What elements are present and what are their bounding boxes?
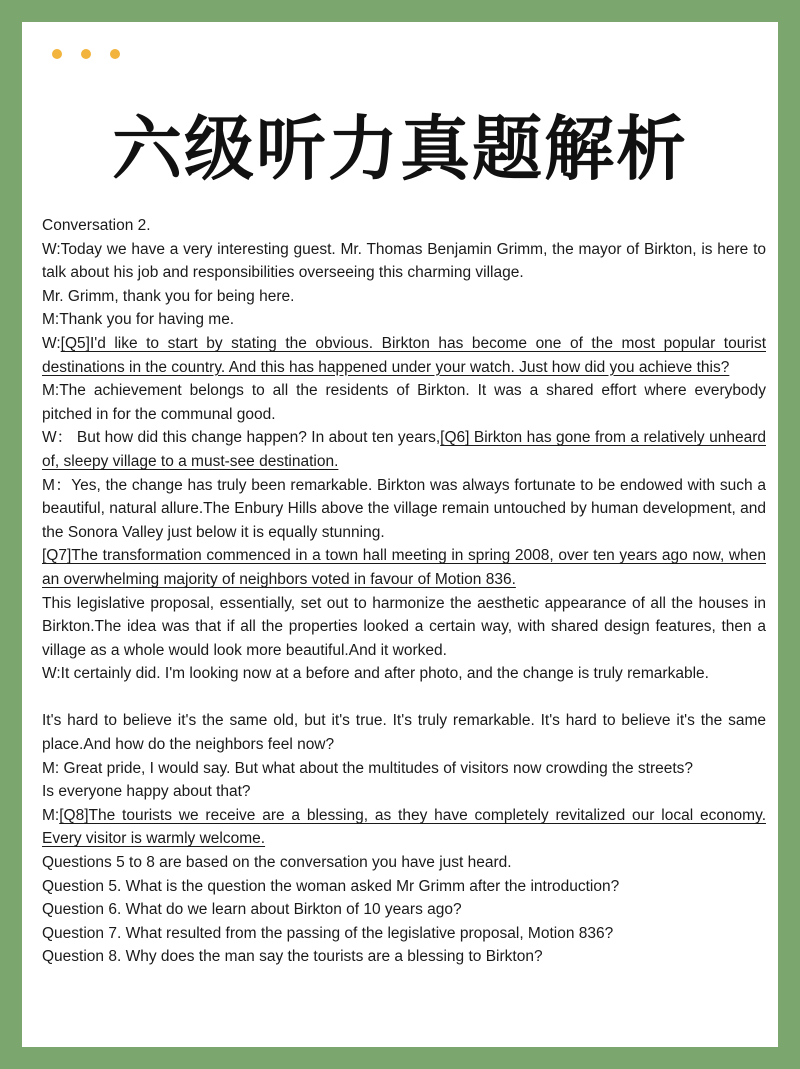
transcript-text: M: Great pride, I would say. But what about the multitudes of visitors now crowding the streets?: [42, 759, 694, 777]
transcript-body: [42, 214, 766, 969]
transcript-text: Question 6. What do we learn about Birkton of 10 years ago?: [42, 901, 462, 919]
transcript-text: W： But how did this change happen? In about ten years,: [42, 429, 441, 447]
transcript-text: Questions 5 to 8 are based on the conversation you have just heard.: [42, 854, 512, 872]
transcript-paragraph: [42, 662, 766, 686]
transcript-paragraph: [42, 780, 766, 804]
transcript-text: W:: [42, 334, 61, 352]
transcript-paragraph: [42, 285, 766, 309]
transcript-paragraph: [42, 379, 766, 426]
page-title: 六级听力真题解析: [112, 108, 688, 190]
transcript-text: M:The achievement belongs to all the residents of Birkton. It was a shared effort where everybody pitched in for the communal good.: [42, 382, 766, 423]
transcript-text: Question 5. What is the question the woman asked Mr Grimm after the introduction?: [42, 877, 620, 895]
transcript-paragraph: [42, 709, 766, 756]
paragraph-gap: [42, 686, 766, 710]
transcript-text: It's hard to believe it's the same old, but it's true. It's truly remarkable. It's hard to believe it's the same place.And how do the neighbors feel now?: [42, 712, 766, 754]
transcript-text: Question 7. What resulted from the passing of the legislative proposal, Motion 836?: [42, 924, 614, 942]
decorative-dots: [52, 44, 139, 63]
transcript-paragraph: [42, 898, 766, 922]
transcript-paragraph: [42, 851, 766, 875]
transcript-text: W:It certainly did. I'm looking now at a before and after photo, and the change is truly remarkable.: [42, 665, 709, 683]
transcript-text: M:: [42, 806, 60, 824]
underlined-answer-text: [Q6] Birkton has gone from a relatively unheard of, sleepy village to a must-see destination.: [42, 429, 766, 470]
dot-icon: [81, 49, 91, 59]
transcript-text: M：Yes, the change has truly been remarkable. Birkton was always fortunate to be endowed with such a beautiful, natural allure.The Enbury Hills above the village remain untouched by human development, and the Sonora Valley just below it is equally stunning.: [42, 476, 766, 541]
document-card: [22, 22, 778, 1047]
dot-icon: [110, 49, 120, 59]
transcript-paragraph: [42, 592, 766, 663]
transcript-paragraph: [42, 426, 766, 473]
transcript-text: This legislative proposal, essentially, set out to harmonize the aesthetic appearance of all the houses in Birkton.The idea was that if all the properties looked a certain way, with shared design features, then a village as a whole would look more beautiful.And it worked.: [42, 594, 766, 659]
transcript-text: Is everyone happy about that?: [42, 783, 251, 801]
transcript-paragraph: [42, 214, 766, 238]
transcript-paragraph: [42, 332, 766, 379]
transcript-paragraph: [42, 922, 766, 946]
transcript-paragraph: [42, 238, 766, 285]
underlined-answer-text: [Q7]The transformation commenced in a town hall meeting in spring 2008, over ten years ago now, when an overwhelming majority of neighbors voted in favour of Motion 836.: [42, 547, 766, 588]
transcript-paragraph: [42, 544, 766, 591]
underlined-answer-text: [Q5]I'd like to start by stating the obvious. Birkton has become one of the most popular tourist destinations in the country. And this has happened under your watch. Just how did you achieve this?: [42, 334, 766, 376]
transcript-text: Question 8. Why does the man say the tourists are a blessing to Birkton?: [42, 948, 543, 966]
transcript-text: Mr. Grimm, thank you for being here.: [42, 287, 295, 305]
dot-icon: [52, 49, 62, 59]
transcript-paragraph: [42, 875, 766, 899]
underlined-answer-text: [Q8]The tourists we receive are a blessing, as they have completely revitalized our local economy. Every visitor is warmly welcome.: [42, 806, 766, 848]
transcript-text: Conversation 2.: [42, 217, 151, 234]
transcript-paragraph: [42, 804, 766, 851]
transcript-paragraph: [42, 308, 766, 332]
transcript-text: M:Thank you for having me.: [42, 311, 235, 329]
transcript-paragraph: [42, 474, 766, 545]
transcript-paragraph: [42, 757, 766, 781]
transcript-paragraph: [42, 945, 766, 969]
transcript-text: W:Today we have a very interesting guest. Mr. Thomas Benjamin Grimm, the mayor of Birkton, is here to talk about his job and responsibilities overseeing this charming village.: [42, 240, 766, 282]
